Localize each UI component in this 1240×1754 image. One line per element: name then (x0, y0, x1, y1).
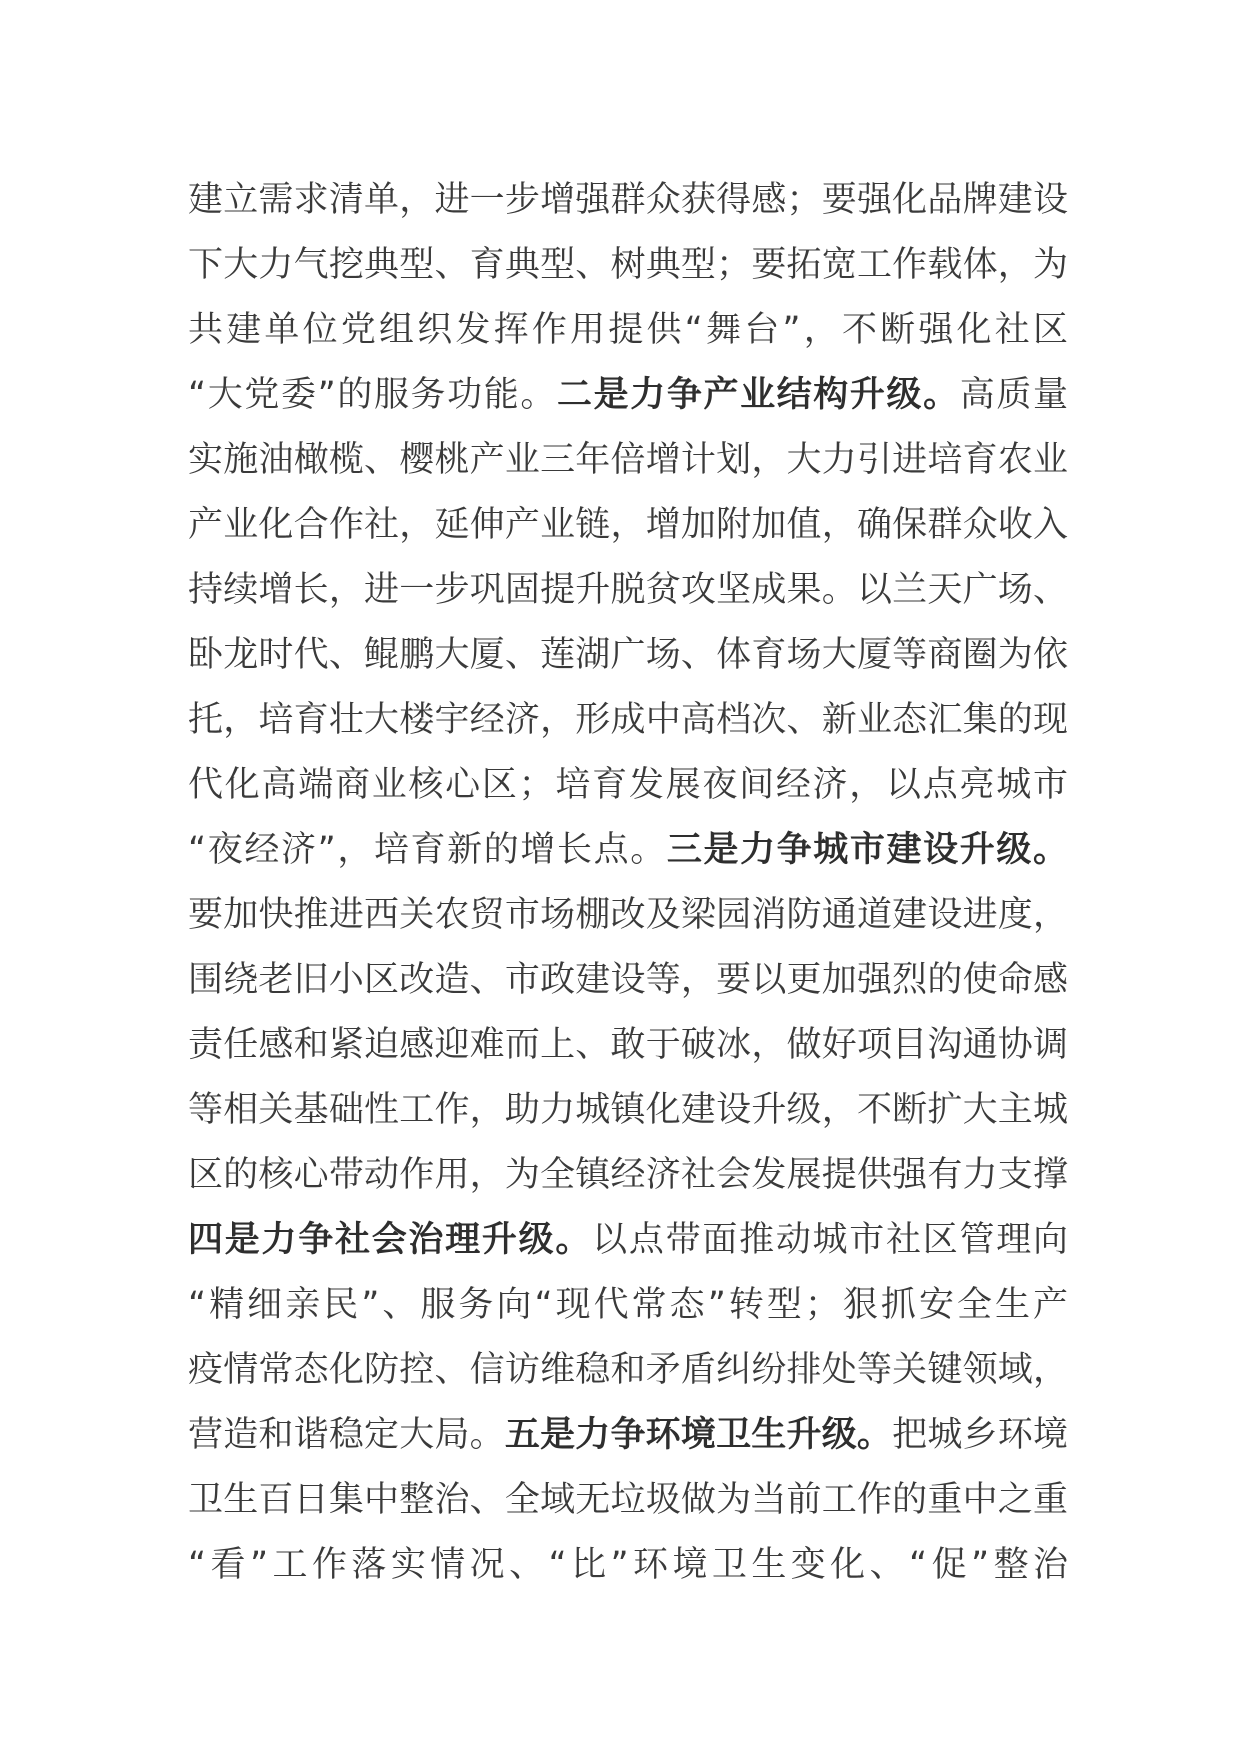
body-text-segment: 共建单位党组织发挥作用提供“舞台”，不断强化社区 (188, 310, 1068, 350)
text-line (188, 1143, 1068, 1208)
text-line (188, 1078, 1068, 1143)
body-text-segment: 高质量 (959, 375, 1068, 415)
body-text-segment: “夜经济”，培育新的增长点。 (188, 830, 667, 870)
body-text-segment: “看”工作落实情况、“比”环境卫生变化、“促”整治 (188, 1545, 1068, 1585)
bold-heading-text: 二是力争产业结构升级。 (557, 375, 960, 415)
text-line (188, 363, 1068, 428)
body-text-segment: 疫情常态化防控、信访维稳和矛盾纠纷排处等关键领域， (188, 1350, 1068, 1390)
body-text-segment: 等相关基础性工作，助力城镇化建设升级，不断扩大主城 (188, 1090, 1068, 1130)
body-text-segment: 卫生百日集中整治、全域无垃圾做为当前工作的重中之重 (188, 1480, 1068, 1520)
text-line (188, 1013, 1068, 1078)
text-line (188, 1403, 1068, 1468)
text-line (188, 1533, 1068, 1598)
body-text-segment: 建立需求清单，进一步增强群众获得感；要强化品牌建设 (188, 180, 1068, 220)
body-text-segment: 要加快推进西关农贸市场棚改及梁园消防通道建设进度， (188, 895, 1068, 935)
body-text-segment: 产业化合作社，延伸产业链，增加附加值，确保群众收入 (188, 505, 1068, 545)
text-line (188, 558, 1068, 623)
body-text-segment: 营造和谐稳定大局。 (188, 1415, 505, 1455)
text-line (188, 883, 1068, 948)
text-line (188, 948, 1068, 1013)
body-text-segment: 区的核心带动作用，为全镇经济社会发展提供强有力支撑 (188, 1155, 1068, 1195)
bold-heading-text: 五是力争环境卫生升级。 (504, 1415, 893, 1455)
text-line (188, 493, 1068, 558)
text-line (188, 1208, 1068, 1273)
text-line (188, 623, 1068, 688)
bold-heading-text: 三是力争城市建设升级。 (666, 830, 1068, 870)
body-text-segment: 围绕老旧小区改造、市政建设等，要以更加强烈的使命感 (188, 960, 1068, 1000)
body-text-segment: 责任感和紧迫感迎难而上、敢于破冰，做好项目沟通协调 (188, 1025, 1068, 1065)
text-line (188, 233, 1068, 298)
body-text-segment: 实施油橄榄、樱桃产业三年倍增计划，大力引进培育农业 (188, 440, 1068, 480)
body-text-segment: “大党委”的服务功能。 (188, 375, 558, 415)
body-text-segment: 持续增长，进一步巩固提升脱贫攻坚成果。以兰天广场、 (188, 570, 1068, 610)
body-text-segment: 托，培育壮大楼宇经济，形成中高档次、新业态汇集的现 (188, 700, 1068, 740)
body-text-segment: 卧龙时代、鲲鹏大厦、莲湖广场、体育场大厦等商圈为依 (188, 635, 1068, 675)
text-line (188, 1273, 1068, 1338)
text-line (188, 168, 1068, 233)
body-text-segment: 代化高端商业核心区；培育发展夜间经济，以点亮城市 (188, 765, 1068, 805)
body-text (188, 168, 1068, 1598)
text-line (188, 753, 1068, 818)
text-line (188, 428, 1068, 493)
body-text-segment: “精细亲民”、服务向“现代常态”转型；狠抓安全生产 (188, 1285, 1068, 1325)
text-line (188, 298, 1068, 363)
text-line (188, 688, 1068, 753)
body-text-segment: 下大力气挖典型、育典型、树典型；要拓宽工作载体，为 (188, 245, 1068, 285)
text-line (188, 818, 1068, 883)
body-text-segment: 以点带面推动城市社区管理向 (592, 1220, 1068, 1260)
body-text-segment: 把城乡环境 (892, 1415, 1068, 1455)
bold-heading-text: 四是力争社会治理升级。 (188, 1220, 593, 1260)
text-line (188, 1338, 1068, 1403)
text-line (188, 1468, 1068, 1533)
